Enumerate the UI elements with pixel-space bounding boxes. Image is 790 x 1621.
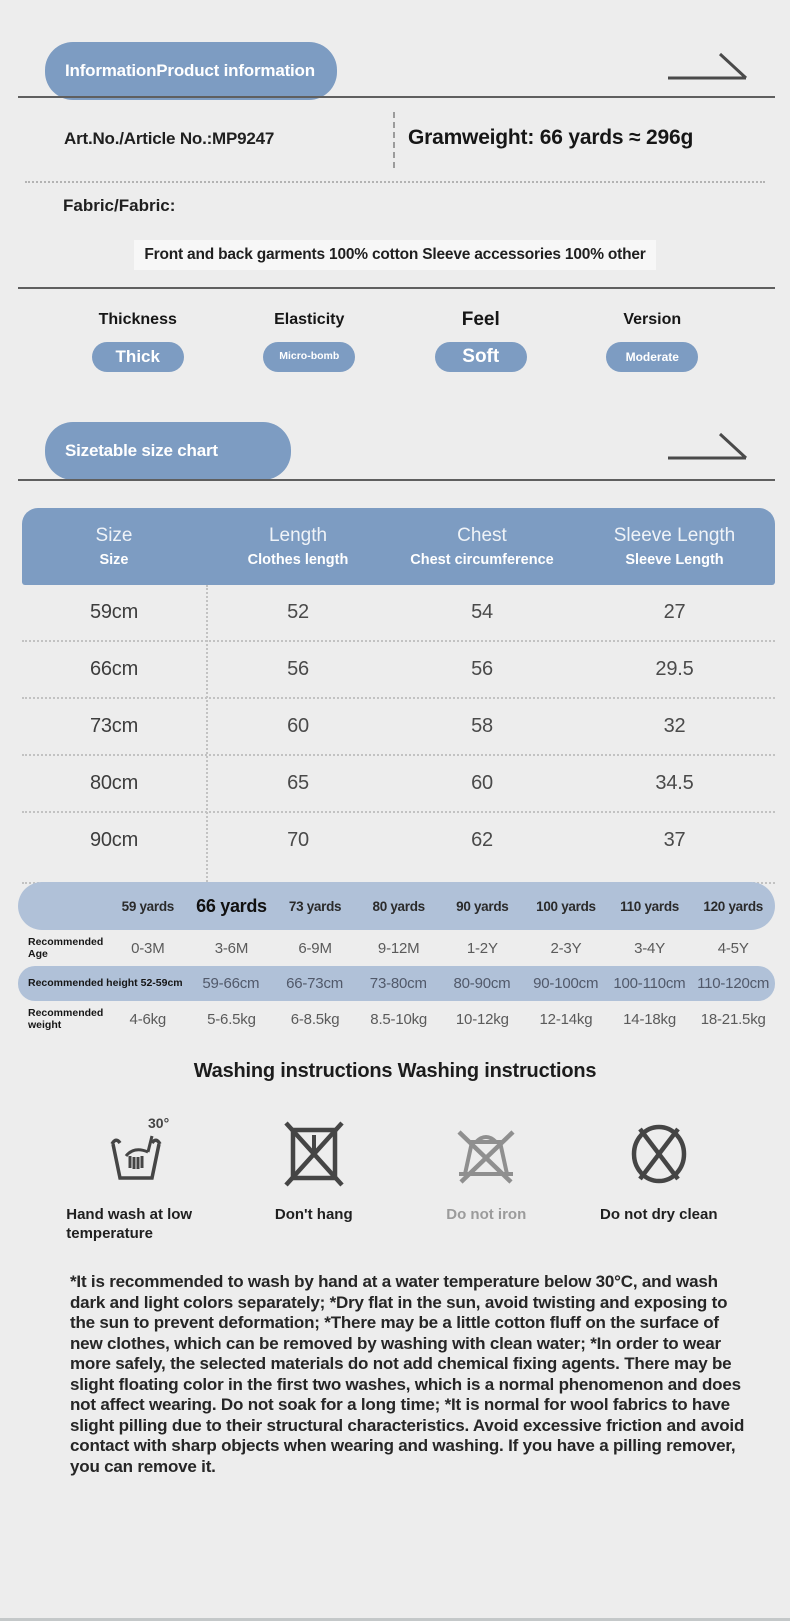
- size-header: 59 yards: [121, 898, 175, 914]
- washing-item-label: Don't hang: [274, 1206, 353, 1223]
- article-number: Art.No./Article No.:MP9247: [64, 129, 275, 148]
- fabric-composition: [0, 240, 790, 270]
- hand-wash-temp: 30°: [148, 1115, 170, 1131]
- washing-item-do-not-dry-clean: [573, 1112, 746, 1244]
- attribute-elasticity: [224, 306, 396, 372]
- size-header: 80 yards: [372, 898, 425, 914]
- washing-item-label: Hand wash at low temperature: [66, 1206, 193, 1242]
- size-table-body: [22, 585, 775, 884]
- section-arrow-icon: [664, 430, 748, 462]
- fabric-label: Fabric/Fabric:: [63, 196, 176, 215]
- recommended-height-row: Recommended height 52-59cm 59-66cm 66-73cm 73-80cm 80-90cm 90-100cm 100-110cm 110-120cm: [18, 966, 775, 1001]
- size-table-column-length: Length Clothes length: [247, 525, 349, 568]
- section-arrow-icon: [664, 50, 748, 82]
- washing-icons-row: [55, 1112, 745, 1244]
- size-header: 110 yards: [620, 898, 679, 914]
- attribute-thickness: [52, 306, 224, 372]
- fabric-composition-text: Front and back garments 100% cotton Sleeve accessories 100% other: [134, 240, 655, 270]
- table-row: 90cm 70 62 37: [22, 811, 775, 868]
- attribute-value-badge: Thick: [92, 342, 184, 372]
- washing-item-label: Do not dry clean: [599, 1206, 718, 1223]
- washing-title: Washing instructions Washing instructions: [193, 1060, 597, 1082]
- washing-item-do-not-hang: [228, 1112, 401, 1244]
- washing-item-hand-wash: [55, 1112, 228, 1244]
- age-recommendation-table: [18, 882, 775, 1037]
- size-table-header: [22, 508, 775, 585]
- washing-item-label: Do not iron: [446, 1206, 527, 1223]
- section-header-product-info: [45, 42, 337, 100]
- attribute-row: [52, 306, 738, 372]
- do-not-iron-icon: [445, 1112, 527, 1194]
- section-divider: [18, 96, 775, 98]
- washing-item-do-not-iron: [400, 1112, 573, 1244]
- table-row: 66cm 56 56 29.5: [22, 640, 775, 697]
- size-header: 100 yards: [536, 898, 596, 914]
- attribute-label: Feel: [461, 309, 500, 330]
- do-not-dry-clean-icon: [618, 1112, 700, 1194]
- do-not-hang-icon: [273, 1112, 355, 1194]
- attribute-version: [567, 306, 739, 372]
- size-header: 120 yards: [703, 898, 763, 914]
- size-table: [22, 508, 775, 884]
- attribute-feel: [395, 306, 567, 372]
- washing-notes: *It is recommended to wash by hand at a water temperature below 30°C, and wash dark and light colors separately; *Dry flat in the sun, avoid twisting and exposing to the sun to prevent deformation; *There may be a little cotton fluff on the surface of new clothes, which can be removed by washing with clean water; *In order to wear more safely, the selected materials do not add chemical fixing agents. There may be slight floating color in the first two washes, which is a normal phenomenon and does not affect wearing. Do not soak for a long time; *It is normal for wool fabrics to have slight pilling due to their structural characteristics. Avoid excessive friction and avoid contact with sharp objects when wearing and washing. If you have a pilling remover, you can remove it.: [70, 1272, 745, 1476]
- section-header-size-chart: [45, 422, 291, 480]
- attribute-label: Elasticity: [274, 311, 345, 328]
- attribute-value-badge: Moderate: [606, 342, 698, 372]
- section-title: Sizetable size chart: [65, 441, 218, 460]
- attribute-label: Version: [623, 311, 682, 328]
- size-table-column-sleeve: Sleeve Length Sleeve Length: [613, 525, 736, 568]
- attribute-label: Thickness: [98, 311, 177, 328]
- dotted-divider: [25, 181, 765, 183]
- table-row: 73cm 60 58 32: [22, 697, 775, 754]
- size-table-column-size: Size Size: [95, 525, 133, 568]
- age-table-header: [18, 882, 775, 930]
- size-header: 90 yards: [456, 898, 509, 914]
- recommended-age-row: Recommended Age 0-3M 3-6M 6-9M 9-12M 1-2Y 2-3Y 3-4Y 4-5Y: [28, 935, 749, 960]
- recommended-weight-row: Recommended weight 4-6kg 5-6.5kg 6-8.5kg 8.5-10kg 10-12kg 12-14kg 14-18kg 18-21.5kg: [28, 1006, 766, 1031]
- table-row: 59cm 52 54 27: [89, 601, 686, 623]
- section-divider: [18, 287, 775, 289]
- attribute-value-badge: Micro-bomb: [263, 342, 355, 372]
- attribute-value-badge: Soft: [435, 342, 527, 372]
- table-row: 80cm 65 60 34.5: [22, 754, 775, 811]
- size-table-column-chest: Chest Chest circumference: [410, 525, 554, 568]
- size-header: 73 yards: [288, 898, 342, 914]
- hand-wash-icon: [100, 1112, 182, 1194]
- section-title: InformationProduct information: [65, 61, 315, 80]
- gram-weight: Gramweight: 66 yards ≈ 296g: [408, 126, 694, 149]
- size-header-highlighted: 66 yards: [196, 895, 267, 916]
- section-divider: [18, 479, 775, 481]
- meta-divider: [393, 112, 395, 168]
